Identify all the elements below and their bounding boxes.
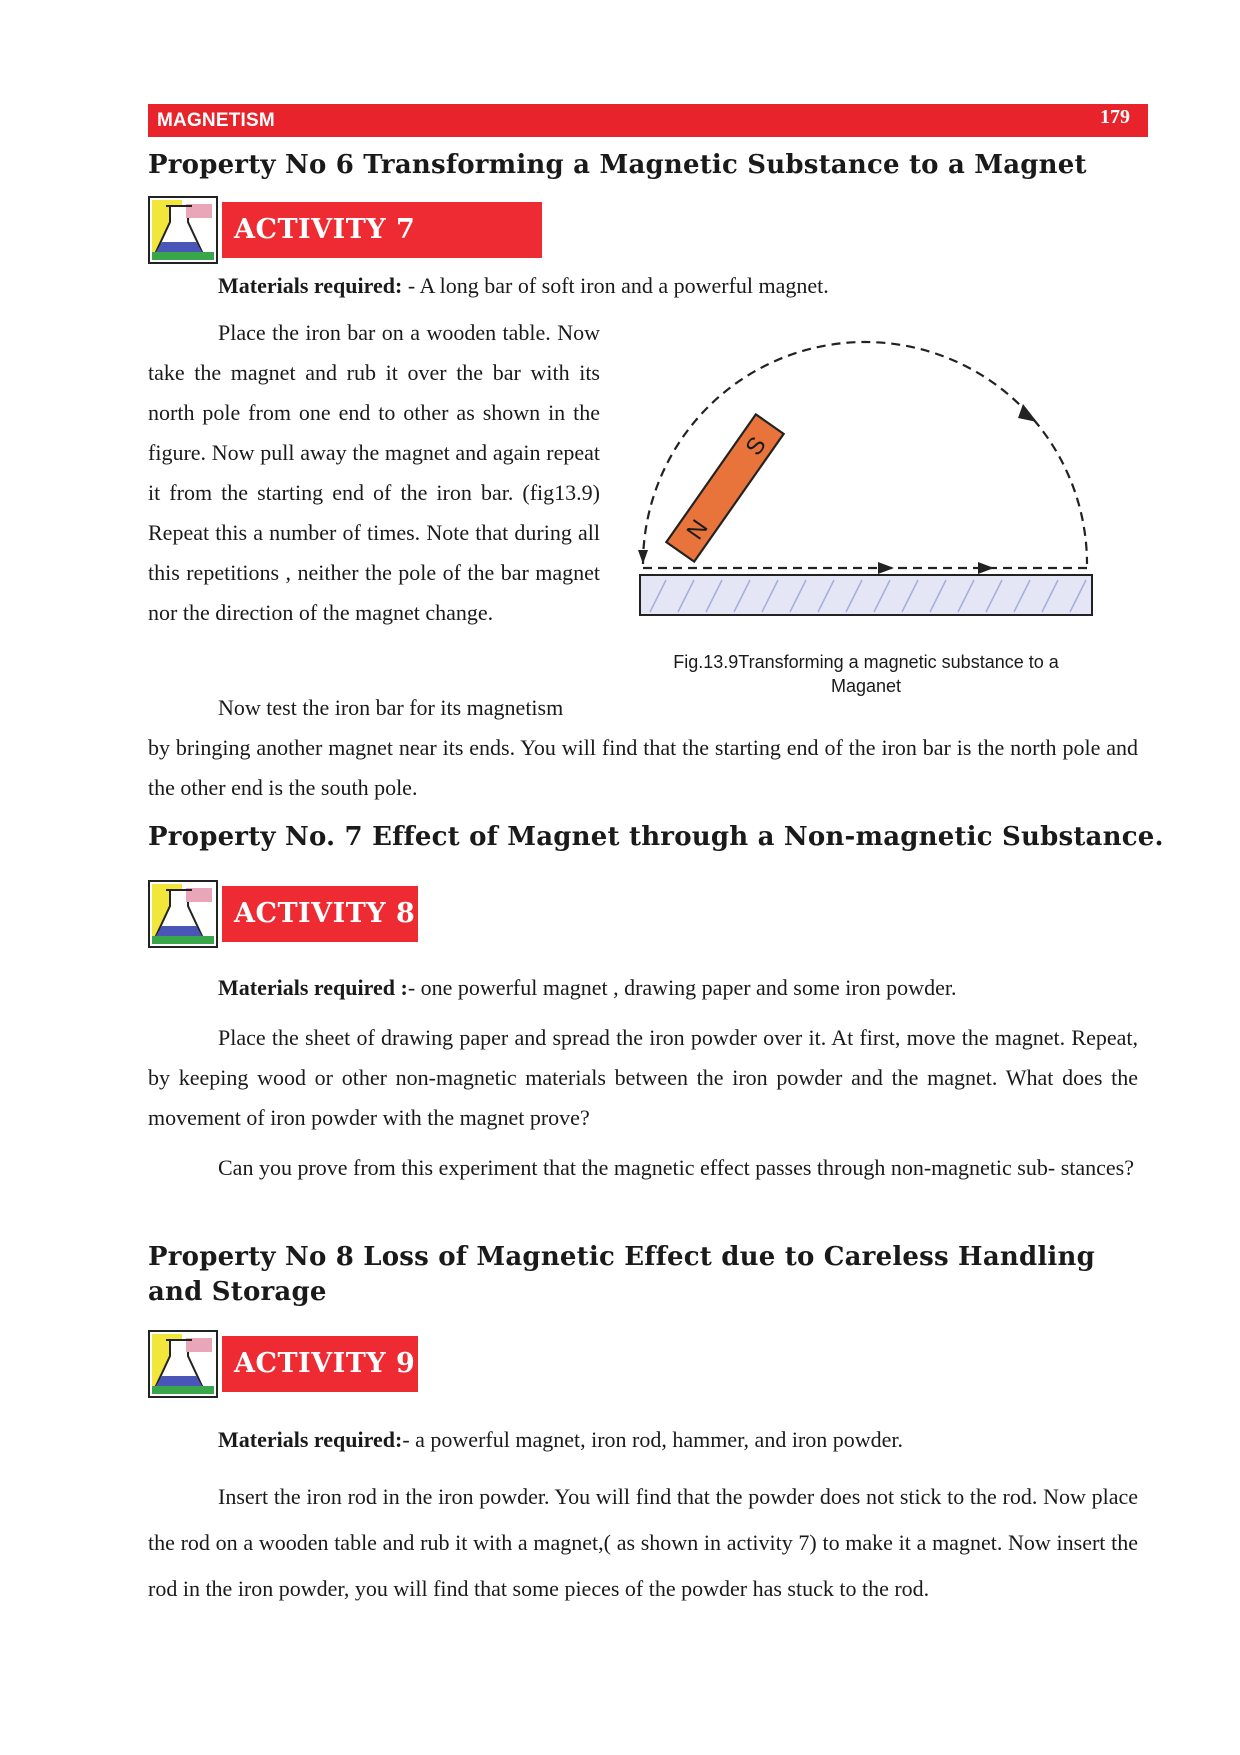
header-bar (148, 104, 1148, 137)
section-heading-property-6: Property No 6 Transforming a Magnetic Substance to a Magnet (148, 150, 1087, 180)
activity-flask-icon (148, 880, 218, 948)
materials-label: Materials required: (218, 1427, 403, 1452)
heading-line-1: Property No 8 Loss of Magnetic Effect due to Careless Handling (148, 1242, 1095, 1272)
activity-7-test-paragraph-start: Now test the iron bar for its magnetism (218, 695, 564, 720)
materials-label: Materials required: (218, 273, 403, 298)
materials-paragraph (218, 266, 1138, 306)
activity-9-banner: ACTIVITY 9 (222, 1336, 418, 1392)
materials-paragraph (218, 968, 1138, 1008)
activity-8-paragraph: Place the sheet of drawing paper and spread the iron powder over it. At first, move the magnet. Repeat, by keeping wood or other non-magnetic materials between the iron powder and the magnet. What does the movement of iron powder with the magnet prove? (148, 1025, 1138, 1130)
materials-text: - A long bar of soft iron and a powerful magnet. (402, 273, 829, 298)
figure-caption-line-2: Maganet (830, 676, 902, 696)
arc-arrow-icon (1018, 404, 1037, 422)
activity-7-paragraph: Place the iron bar on a wooden table. Now take the magnet and rub it over the bar with its north pole from one end to other as shown in the figure. Now pull away the magnet and again repeat it from the starting end of the iron bar. (fig13.9) Repeat this a number of times. Note that during all this repetitions , neither the pole of the bar magnet nor the direction of the magnet change. (148, 320, 600, 625)
activity-7-test-paragraph: by bringing another magnet near its ends. You will find that the starting end of the iron bar is the north pole and the other end is the south pole. (148, 735, 1138, 800)
page-number: 179 (1100, 106, 1130, 128)
figure-caption (636, 650, 1096, 698)
materials-text: - one powerful magnet , drawing paper and some iron powder. (407, 975, 957, 1000)
section-heading-property-8 (148, 1240, 1138, 1310)
activity-flask-icon (148, 196, 218, 264)
activity-9-paragraph: Insert the iron rod in the iron powder. You will find that the powder does not stick to the rod. Now place the rod on a wooden table and rub it with a magnet,( as shown in activity 7) to make it a magnet. Now insert the rod in the iron powder, you will find that some pieces of the powder has stuck to the rod. (148, 1484, 1138, 1601)
section-heading-property-7: Property No. 7 Effect of Magnet through a Non-magnetic Substance. (148, 822, 1164, 852)
line-arrow-icon (878, 562, 894, 574)
activity-7-banner: ACTIVITY 7 (222, 202, 542, 258)
activity-flask-icon (148, 1330, 218, 1398)
figure-magnet-stroking (630, 328, 1100, 633)
activity-8-question: Can you prove from this experiment that the magnetic effect passes through non-magnetic sub- stances? (218, 1155, 1134, 1180)
activity-8-banner: ACTIVITY 8 (222, 886, 418, 942)
materials-label: Materials required : (218, 975, 408, 1000)
chapter-title: MAGNETISM (157, 110, 275, 131)
south-pole-label: S (740, 431, 772, 461)
heading-line-2: and Storage (148, 1277, 327, 1307)
materials-text: - a powerful magnet, iron rod, hammer, and iron powder. (402, 1427, 904, 1452)
figure-caption-line-1: Fig.13.9Transforming a magnetic substance to a (673, 652, 1059, 672)
materials-paragraph (218, 1420, 1138, 1460)
north-pole-label: N (681, 514, 714, 545)
